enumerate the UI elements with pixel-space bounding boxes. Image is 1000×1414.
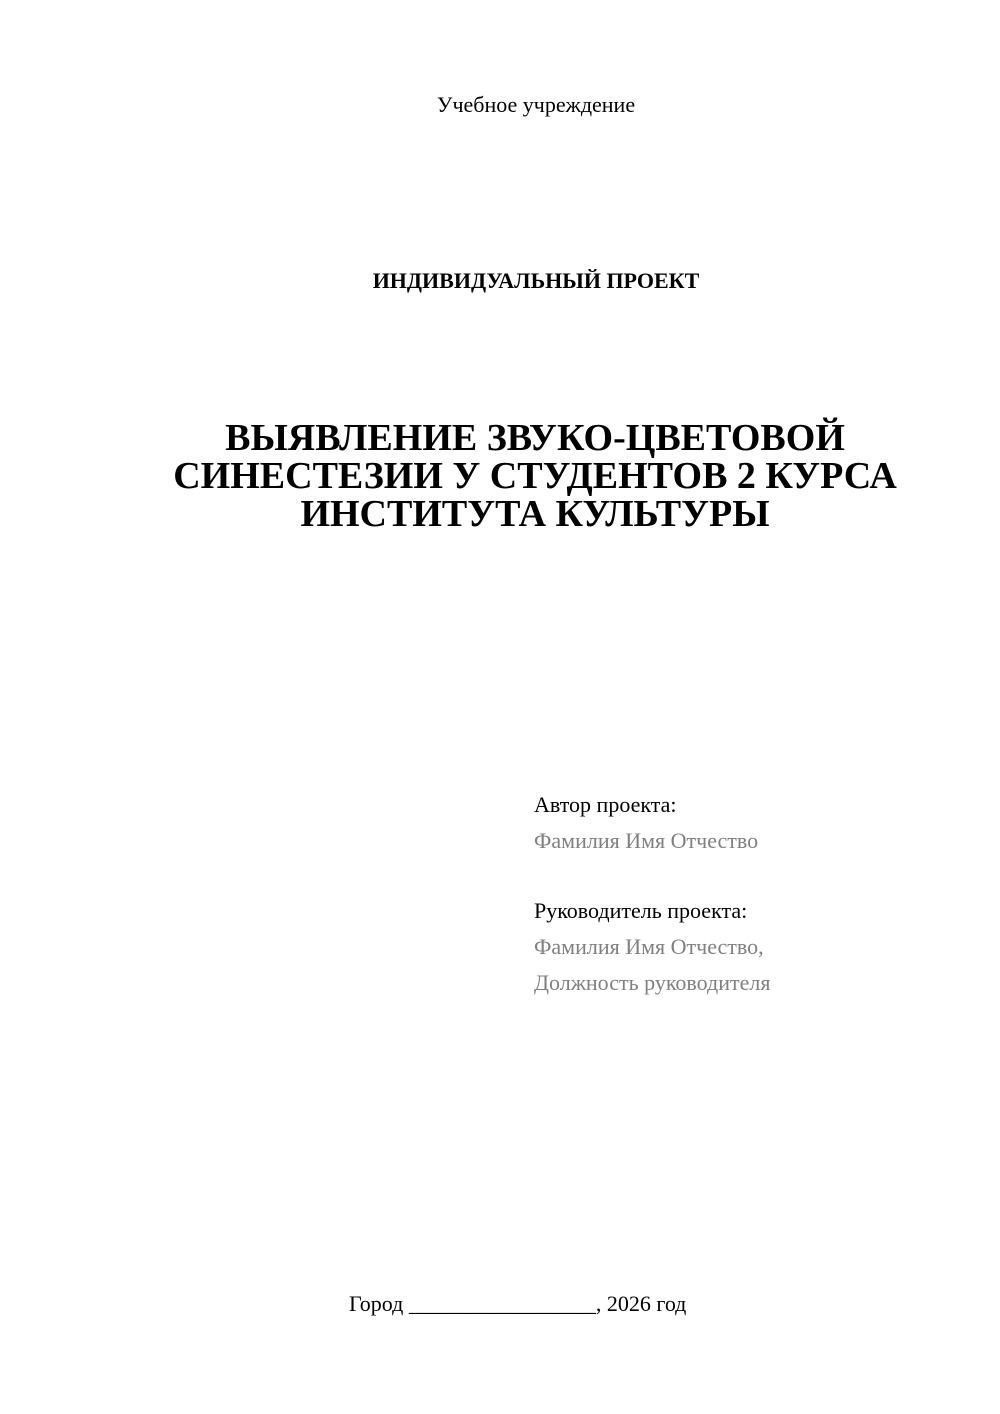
supervisor-position: Должность руководителя — [534, 970, 771, 995]
project-title-line-2: СИНЕСТЕЗИИ У СТУДЕНТОВ 2 КУРСА — [173, 455, 897, 497]
project-title — [150, 419, 920, 533]
project-title-line-3: ИНСТИТУТА КУЛЬТУРЫ — [300, 493, 770, 535]
author-name: Фамилия Имя Отчество — [534, 828, 759, 853]
project-title-line-1: ВЫЯВЛЕНИЕ ЗВУКО-ЦВЕТОВОЙ — [225, 417, 845, 459]
institution-name: Учебное учреждение — [436, 92, 636, 117]
supervisor-name: Фамилия Имя Отчество, — [534, 934, 764, 959]
city-year-line: Город _________________, 2026 год — [349, 1291, 687, 1316]
supervisor-label: Руководитель проекта: — [534, 898, 748, 923]
credits-spacer — [534, 859, 770, 893]
author-label: Автор проекта: — [534, 792, 677, 817]
project-type-heading: ИНДИВИДУАЛЬНЫЙ ПРОЕКТ — [372, 268, 700, 293]
project-credits — [534, 787, 770, 1001]
